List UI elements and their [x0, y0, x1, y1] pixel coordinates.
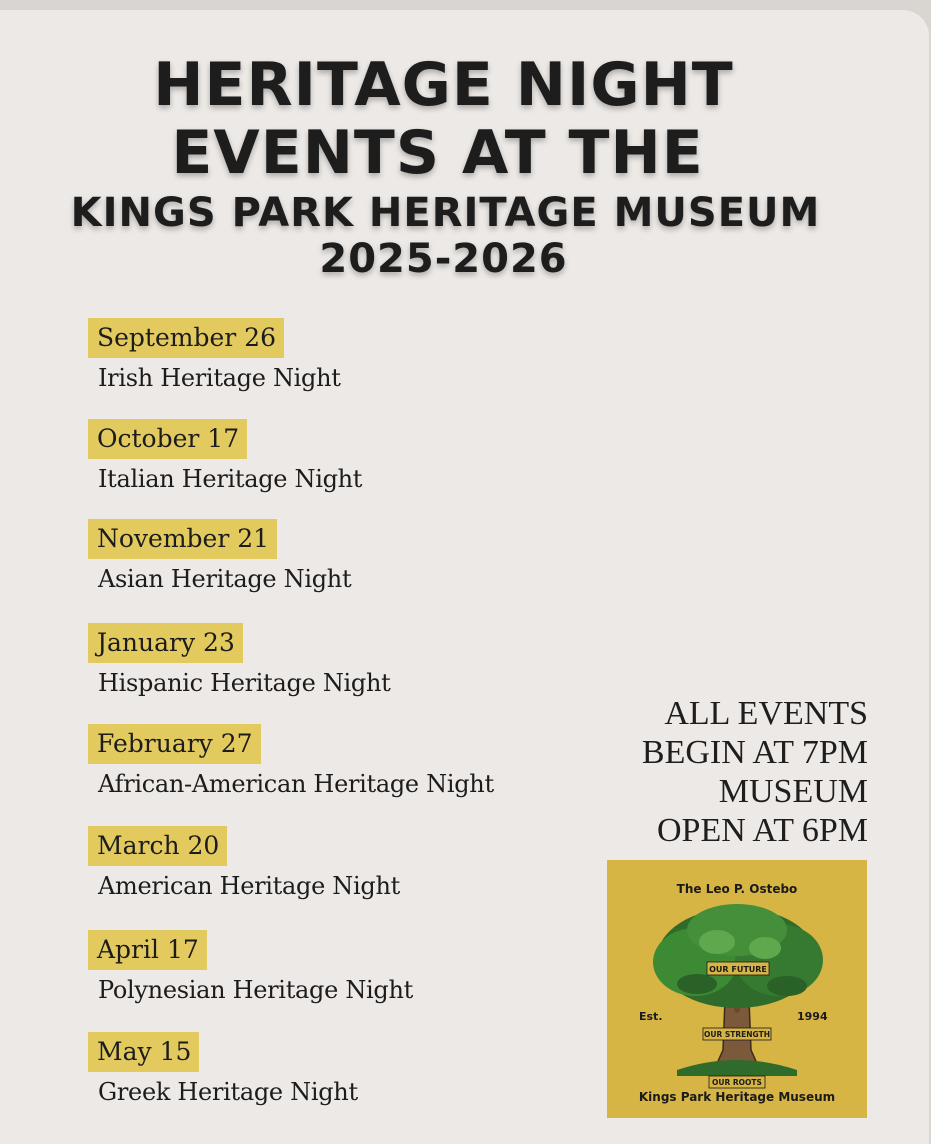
event-item [88, 623, 390, 697]
event-date: October 17 [88, 419, 247, 459]
event-item [88, 318, 341, 392]
event-item [88, 826, 400, 900]
event-date: March 20 [88, 826, 227, 866]
event-item [88, 930, 413, 1004]
event-item [88, 1032, 358, 1106]
info-line: MUSEUM [718, 773, 868, 810]
event-date: September 26 [88, 318, 284, 358]
logo-bottom-text: Kings Park Heritage Museum [638, 1090, 836, 1104]
tree-icon [637, 900, 837, 1090]
info-line: OPEN AT 6PM [657, 812, 868, 849]
logo-strength-text: OUR STRENGTH [704, 1030, 770, 1039]
event-date: November 21 [88, 519, 277, 559]
event-name: Polynesian Heritage Night [98, 976, 413, 1004]
season-years: 2025-2026 [319, 236, 568, 282]
event-item [88, 419, 362, 493]
info-line: ALL EVENTS [664, 695, 868, 732]
event-name: Asian Heritage Night [98, 565, 352, 593]
museum-logo [607, 860, 867, 1118]
title-line-1: HERITAGE NIGHT [153, 50, 734, 120]
event-name: Irish Heritage Night [98, 364, 341, 392]
event-item [88, 519, 351, 593]
title-line-2: EVENTS AT THE [171, 118, 704, 188]
logo-roots-text: OUR ROOTS [712, 1078, 762, 1087]
event-date: May 15 [88, 1032, 199, 1072]
logo-est-text: Est. [639, 1010, 663, 1023]
event-name: Greek Heritage Night [98, 1078, 358, 1106]
event-date: April 17 [88, 930, 207, 970]
event-name: Italian Heritage Night [98, 465, 363, 493]
event-date: January 23 [88, 623, 243, 663]
logo-top-text: The Leo P. Ostebo [676, 882, 798, 896]
event-name: African-American Heritage Night [98, 770, 494, 798]
event-times-info [642, 694, 868, 850]
event-item [88, 724, 494, 798]
event-name: Hispanic Heritage Night [98, 669, 391, 697]
museum-name: KINGS PARK HERITAGE MUSEUM [70, 190, 821, 236]
event-name: American Heritage Night [98, 872, 400, 900]
logo-future-text: OUR FUTURE [709, 965, 767, 974]
logo-year-text: 1994 [797, 1010, 828, 1023]
event-date: February 27 [88, 724, 261, 764]
info-line: BEGIN AT 7PM [641, 734, 868, 771]
